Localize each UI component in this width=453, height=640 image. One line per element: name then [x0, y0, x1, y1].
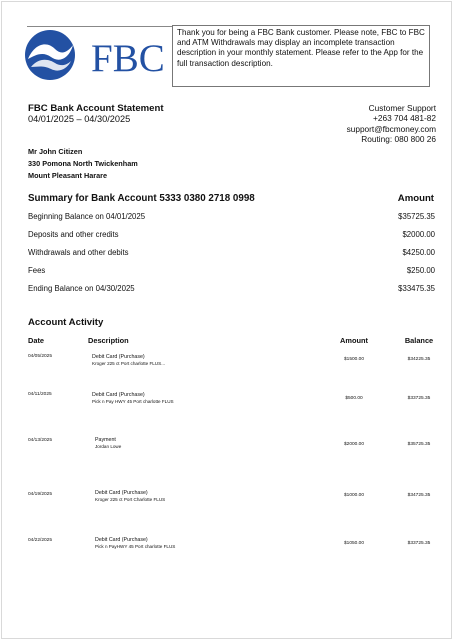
transaction-type: Debit Card (Purchase) [95, 490, 148, 496]
summary-value: $250.00 [406, 266, 435, 275]
transaction-amount: $1500.00 [343, 357, 364, 362]
transaction-description [95, 490, 165, 503]
transaction-balance: $35725.35 [407, 442, 431, 447]
support-email: support@fbcmoney.com [346, 123, 436, 134]
transaction-merchant: Kroger 225 ct Port Charlotte FLUS [95, 496, 166, 502]
transaction-description [95, 437, 121, 450]
notice-box: Thank you for being a FBC Bank customer. Please note, FBC to FBC and ATM Withdrawals may display an incomplete transaction description in your monthly statement. Please refer to the App for the full transaction description. [172, 25, 430, 87]
transaction-date: 04/13/2025 [28, 438, 53, 443]
transaction-merchant: Pick n PayHWY 45 Port charlotte FLUS [95, 543, 176, 549]
transaction-balance: $33725.35 [407, 396, 431, 401]
transaction-merchant: Pick n Pay HWY 45 Port charlotte FLUS [92, 398, 174, 404]
transaction-amount: $1000.00 [343, 493, 364, 498]
summary-value: $35725.35 [398, 212, 435, 221]
transaction-type: Debit Card (Purchase) [92, 354, 145, 360]
summary-label: Ending Balance on 04/30/2025 [28, 284, 135, 293]
statement-title: FBC Bank Account Statement [28, 103, 164, 114]
account-activity-title: Account Activity [28, 317, 104, 328]
summary-value: $33475.35 [398, 284, 435, 293]
fbc-logo-icon [25, 29, 171, 81]
address-line-2: Mount Pleasant Harare [28, 171, 108, 180]
transaction-amount: $1050.00 [343, 541, 364, 546]
balance-column-header: Balance [404, 336, 434, 345]
transaction-balance: $33725.35 [407, 541, 431, 546]
date-column-header: Date [28, 336, 45, 345]
transaction-amount: $2000.00 [343, 442, 364, 447]
summary-value: $2000.00 [402, 230, 435, 239]
transaction-amount: $500.00 [345, 396, 363, 401]
transaction-merchant: Jordan Lowe [95, 443, 122, 449]
statement-period: 04/01/2025 – 04/30/2025 [28, 114, 131, 124]
amount-column-header: Amount [340, 336, 368, 345]
summary-label: Withdrawals and other debits [28, 248, 129, 257]
transaction-balance: $34225.35 [407, 357, 431, 362]
header-rule [27, 26, 173, 27]
summary-amount-header: Amount [397, 193, 434, 204]
customer-support-block [347, 103, 436, 144]
transaction-type: Debit Card (Purchase) [95, 537, 148, 543]
transaction-type: Debit Card (Purchase) [92, 392, 145, 398]
customer-name: Mr John Citizen [28, 147, 83, 156]
fbc-logo [25, 29, 171, 81]
description-column-header: Description [88, 336, 129, 345]
support-phone: +263 704 481-82 [373, 113, 436, 124]
summary-label: Fees [28, 266, 46, 275]
summary-value: $4250.00 [402, 248, 435, 257]
transaction-type: Payment [95, 437, 116, 443]
transaction-date: 04/22/2025 [28, 538, 53, 543]
transaction-description [92, 392, 174, 405]
transaction-description [95, 537, 175, 550]
svg-text:FBC: FBC [91, 37, 165, 80]
transaction-description [92, 354, 165, 367]
transaction-balance: $34725.35 [407, 493, 431, 498]
transaction-date: 04/05/2025 [28, 354, 53, 359]
transaction-date: 04/11/2025 [28, 392, 52, 397]
customer-address [28, 146, 138, 182]
support-label: Customer Support [368, 103, 436, 113]
transaction-date: 04/19/2025 [28, 492, 53, 497]
address-line-1: 330 Pomona North Twickenham [28, 159, 138, 168]
summary-label: Beginning Balance on 04/01/2025 [28, 212, 146, 221]
routing-number: Routing: 080 800 26 [361, 133, 436, 144]
summary-title: Summary for Bank Account 5333 0380 2718 0998 [28, 193, 255, 204]
summary-label: Deposits and other credits [28, 230, 119, 239]
transaction-merchant: Kroger 225 ct Port charlotte FLUS... [92, 360, 166, 366]
